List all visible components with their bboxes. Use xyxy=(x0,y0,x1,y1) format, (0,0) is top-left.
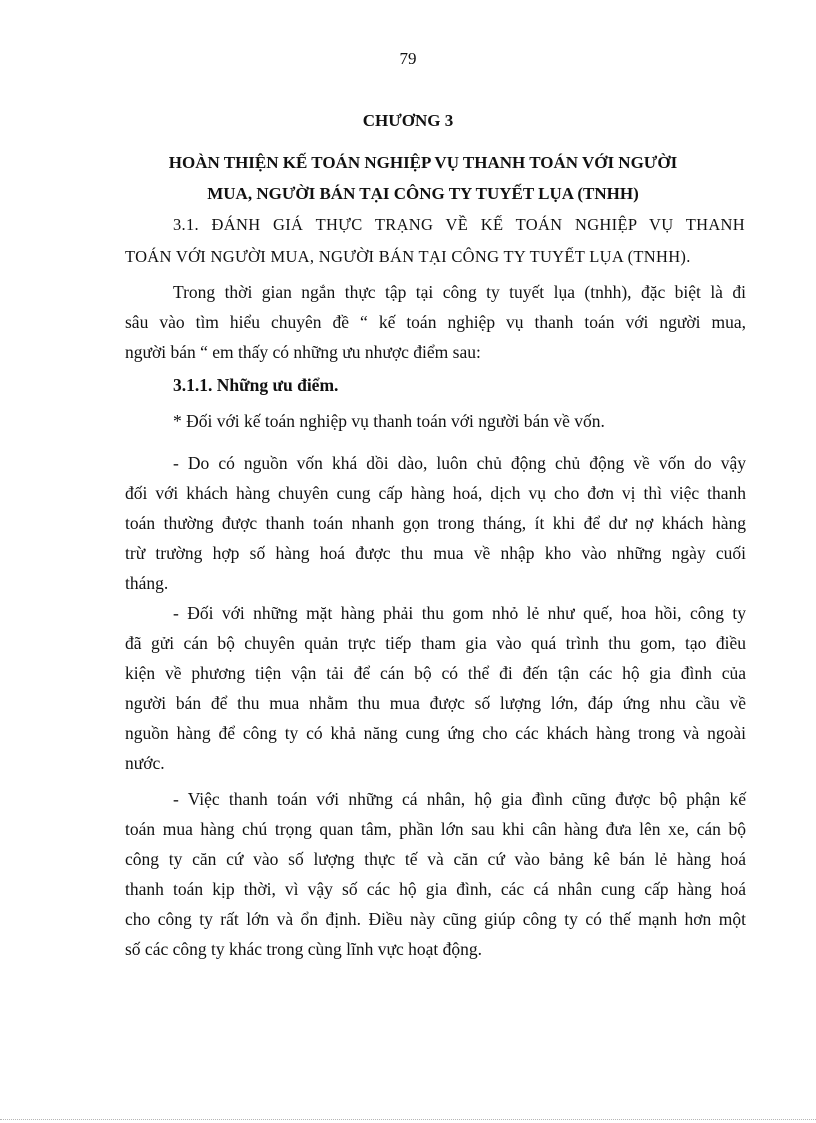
chapter-title-line: MUA, NGƯỜI BÁN TẠI CÔNG TY TUYẾT LỤA (TNHH) xyxy=(207,184,639,203)
intro-paragraph xyxy=(125,277,746,367)
paragraph-line: trừ trường hợp số hàng hoá được thu mua về nhập kho vào những ngày cuối xyxy=(125,543,746,563)
subsection-heading: 3.1.1. Những ưu điểm. xyxy=(173,375,339,395)
paragraph-line: cho công ty rất lớn và ổn định. Điều này cũng giúp công ty có thế mạnh hơn một xyxy=(125,909,746,929)
paragraph-line: kiện về phương tiện vận tải để cán bộ có thể đi đến tận các hộ gia đình của xyxy=(125,663,746,683)
paragraph-line: nguồn hàng để công ty có khả năng cung ứng cho các khách hàng trong và ngoài xyxy=(125,723,746,743)
paragraph-line: Trong thời gian ngắn thực tập tại công ty tuyết lụa (tnhh), đặc biệt là đi xyxy=(173,282,746,302)
bullet-line xyxy=(125,406,746,436)
paragraph-line: sâu vào tìm hiểu chuyên đề “ kế toán nghiệp vụ thanh toán với người mua, xyxy=(125,312,746,332)
paragraph-line: người bán “ em thấy có những ưu nhược điểm sau: xyxy=(125,342,481,362)
paragraph-2 xyxy=(125,598,746,778)
chapter-title-line: HOÀN THIỆN KẾ TOÁN NGHIỆP VỤ THANH TOÁN VỚI NGƯỜI xyxy=(168,153,678,172)
section-heading-line: 3.1. ĐÁNH GIÁ THỰC TRẠNG VỀ KẾ TOÁN NGHIỆP VỤ THANH xyxy=(173,215,745,234)
page-number: 79 xyxy=(399,49,417,68)
paragraph-line: - Việc thanh toán với những cá nhân, hộ gia đình cũng được bộ phận kế xyxy=(173,789,746,809)
chapter-label: CHƯƠNG 3 xyxy=(362,111,454,130)
paragraph-1 xyxy=(125,448,746,598)
paragraph-line: toán mua hàng chú trọng quan tâm, phần lớn sau khi cân hàng đưa lên xe, cán bộ xyxy=(125,819,746,839)
paragraph-line: công ty căn cứ vào số lượng thực tế và căn cứ vào bảng kê bán lẻ hàng hoá xyxy=(125,849,746,869)
chapter-title xyxy=(120,147,726,209)
paragraph-line: * Đối với kế toán nghiệp vụ thanh toán với người bán về vốn. xyxy=(173,411,605,431)
page-bottom-divider xyxy=(0,1119,816,1120)
paragraph-line: nước. xyxy=(125,753,165,773)
paragraph-line: tháng. xyxy=(125,573,169,593)
paragraph-line: người bán để thu mua nhằm thu mua được số lượng lớn, đáp ứng nhu cầu về xyxy=(125,693,746,713)
paragraph-line: thanh toán kịp thời, vì vậy số các hộ gia đình, các cá nhân cung cấp hàng hoá xyxy=(125,879,746,899)
paragraph-line: đã gửi cán bộ chuyên quản trực tiếp tham gia vào quá trình thu gom, tạo điều xyxy=(125,633,746,653)
paragraph-line: - Đối với những mặt hàng phải thu gom nhỏ lẻ như quế, hoa hồi, công ty xyxy=(173,603,746,623)
paragraph-line: số các công ty khác trong cùng lĩnh vực hoạt động. xyxy=(125,939,482,959)
paragraph-line: - Do có nguồn vốn khá dồi dào, luôn chủ động chủ động về vốn do vậy xyxy=(173,453,746,473)
paragraph-line: toán thường được thanh toán nhanh gọn trong tháng, ít khi để dư nợ khách hàng xyxy=(125,513,746,533)
section-heading xyxy=(125,209,745,273)
paragraph-3 xyxy=(125,784,746,964)
section-heading-line: TOÁN VỚI NGƯỜI MUA, NGƯỜI BÁN TẠI CÔNG TY TUYẾT LỤA (TNHH). xyxy=(125,247,691,266)
paragraph-line: đối với khách hàng chuyên cung cấp hàng hoá, dịch vụ cho đơn vị thì việc thanh xyxy=(125,483,746,503)
